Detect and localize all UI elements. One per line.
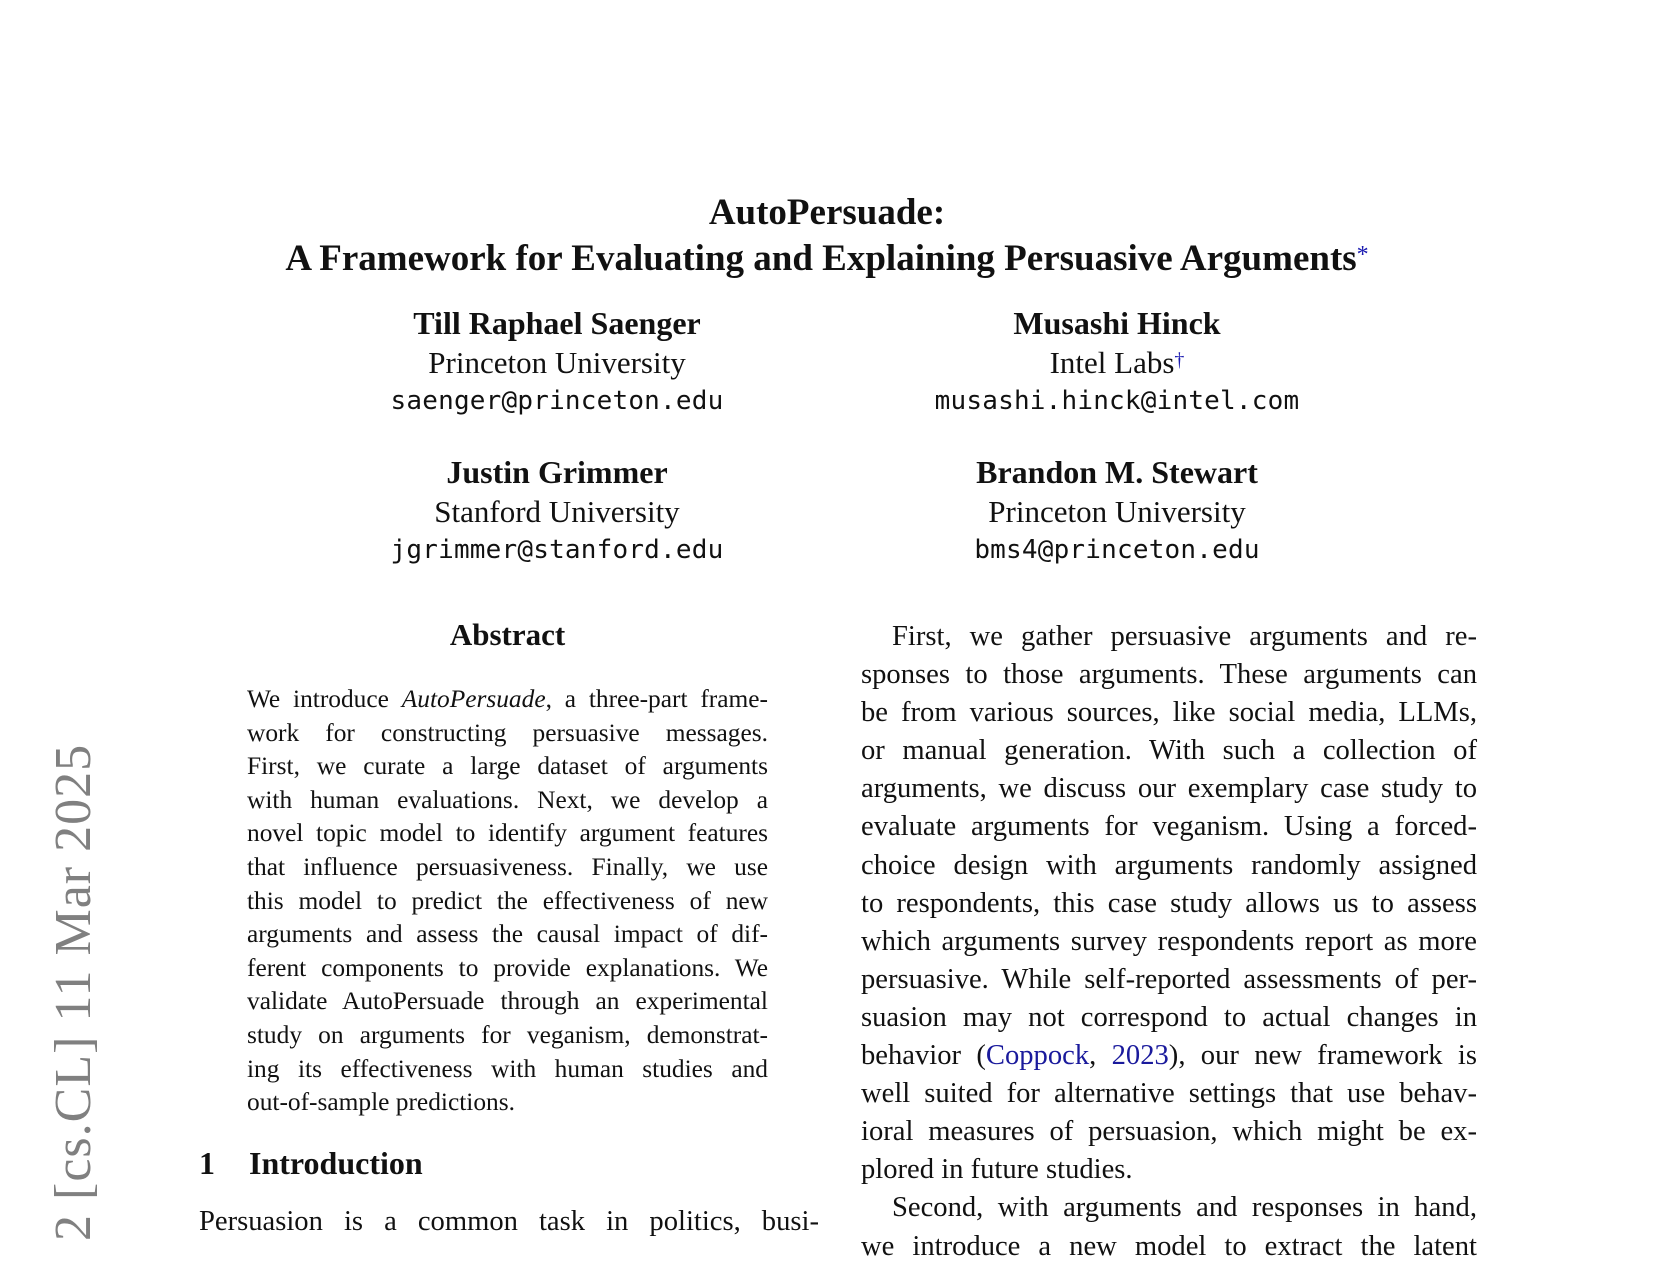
title-line-2: A Framework for Evaluating and Explaining Persuasive Arguments*: [285, 238, 1369, 279]
body-line-with-citation: behavior (Coppock, 2023), our new framework is: [861, 1040, 1477, 1072]
citation-link-author[interactable]: Coppock: [985, 1040, 1090, 1072]
abstract-line: First, we curate a large dataset of arguments: [247, 752, 768, 781]
body-line: or manual generation. With such a collection of: [861, 735, 1477, 767]
author-email[interactable]: saenger@princeton.edu: [390, 386, 724, 416]
author-name: Justin Grimmer: [446, 454, 668, 490]
abstract-line: with human evaluations. Next, we develop a: [247, 785, 768, 814]
section-number: 1: [199, 1145, 215, 1181]
paper-title: [0, 190, 1654, 282]
abstract-line: novel topic model to identify argument features: [247, 819, 768, 848]
author-affiliation: Princeton University: [988, 494, 1246, 529]
body-line: which arguments survey respondents report as more: [861, 925, 1477, 957]
abstract-line: this model to predict the effectiveness of new: [247, 886, 768, 915]
body-line: Second, with arguments and responses in hand,: [892, 1192, 1477, 1224]
abstract-line: that influence persuasiveness. Finally, we use: [247, 852, 768, 881]
framework-name: AutoPersuade: [401, 685, 546, 713]
intro-left-column: [199, 1203, 819, 1241]
section-title: Introduction: [249, 1145, 423, 1181]
body-line: persuasive. While self-reported assessments of per-: [861, 963, 1477, 995]
body-line: we introduce a new model to extract the latent: [861, 1230, 1477, 1262]
body-line: to respondents, this case study allows us to assess: [861, 887, 1477, 919]
abstract-line: out-of-sample predictions.: [247, 1088, 515, 1117]
body-line: sponses to those arguments. These arguments can: [861, 659, 1477, 691]
affiliation-footnote-link[interactable]: †: [1174, 349, 1185, 371]
author-affiliation: Princeton University: [428, 345, 686, 380]
abstract-heading: Abstract: [449, 617, 566, 652]
section-heading-introduction: [199, 1145, 423, 1182]
author-name: Brandon M. Stewart: [976, 454, 1258, 490]
abstract-line: We introduce AutoPersuade, a three-part frame-: [247, 685, 768, 713]
abstract-line: ing its effectiveness with human studies and: [247, 1054, 768, 1083]
abstract-line: arguments and assess the causal impact of dif-: [247, 920, 768, 949]
body-line: ioral measures of persuasion, which might be ex-: [861, 1116, 1477, 1148]
author-block-2: [857, 303, 1377, 420]
author-email[interactable]: musashi.hinck@intel.com: [934, 386, 1300, 416]
body-line: evaluate arguments for veganism. Using a forced-: [861, 811, 1477, 843]
body-line: well suited for alternative settings that use behav-: [861, 1078, 1477, 1110]
abstract-line: ferent components to provide explanations. We: [247, 953, 768, 982]
body-line: arguments, we discuss our exemplary case study to: [861, 773, 1477, 805]
citation-link-year[interactable]: 2023: [1111, 1040, 1169, 1072]
right-column: [861, 618, 1477, 1266]
abstract-body: [247, 683, 768, 1120]
author-block-1: [297, 303, 817, 420]
body-line: be from various sources, like social media, LLMs,: [861, 697, 1477, 729]
body-line: First, we gather persuasive arguments and re-: [892, 621, 1477, 652]
title-line-1: AutoPersuade:: [708, 192, 946, 233]
author-name: Till Raphael Saenger: [413, 305, 701, 341]
body-line: plored in future studies.: [861, 1154, 1133, 1186]
author-name: Musashi Hinck: [1013, 305, 1221, 341]
author-email[interactable]: bms4@princeton.edu: [974, 535, 1260, 565]
abstract-line: validate AutoPersuade through an experimental: [247, 987, 768, 1016]
abstract-line: work for constructing persuasive messages.: [247, 718, 768, 747]
arxiv-stamp: 2 [cs.CL] 11 Mar 2025: [45, 743, 102, 1241]
abstract-line: study on arguments for veganism, demonstrat-: [247, 1020, 768, 1049]
author-affiliation: Intel Labs†: [1049, 345, 1185, 380]
author-email[interactable]: jgrimmer@stanford.edu: [390, 535, 724, 565]
author-block-4: [857, 452, 1377, 569]
body-line: suasion may not correspond to actual changes in: [861, 1001, 1477, 1033]
author-block-3: [297, 452, 817, 569]
title-footnote-link[interactable]: *: [1356, 242, 1369, 268]
author-affiliation: Stanford University: [434, 494, 680, 529]
body-line: Persuasion is a common task in politics, busi-: [199, 1206, 819, 1237]
body-line: choice design with arguments randomly assigned: [861, 849, 1477, 881]
